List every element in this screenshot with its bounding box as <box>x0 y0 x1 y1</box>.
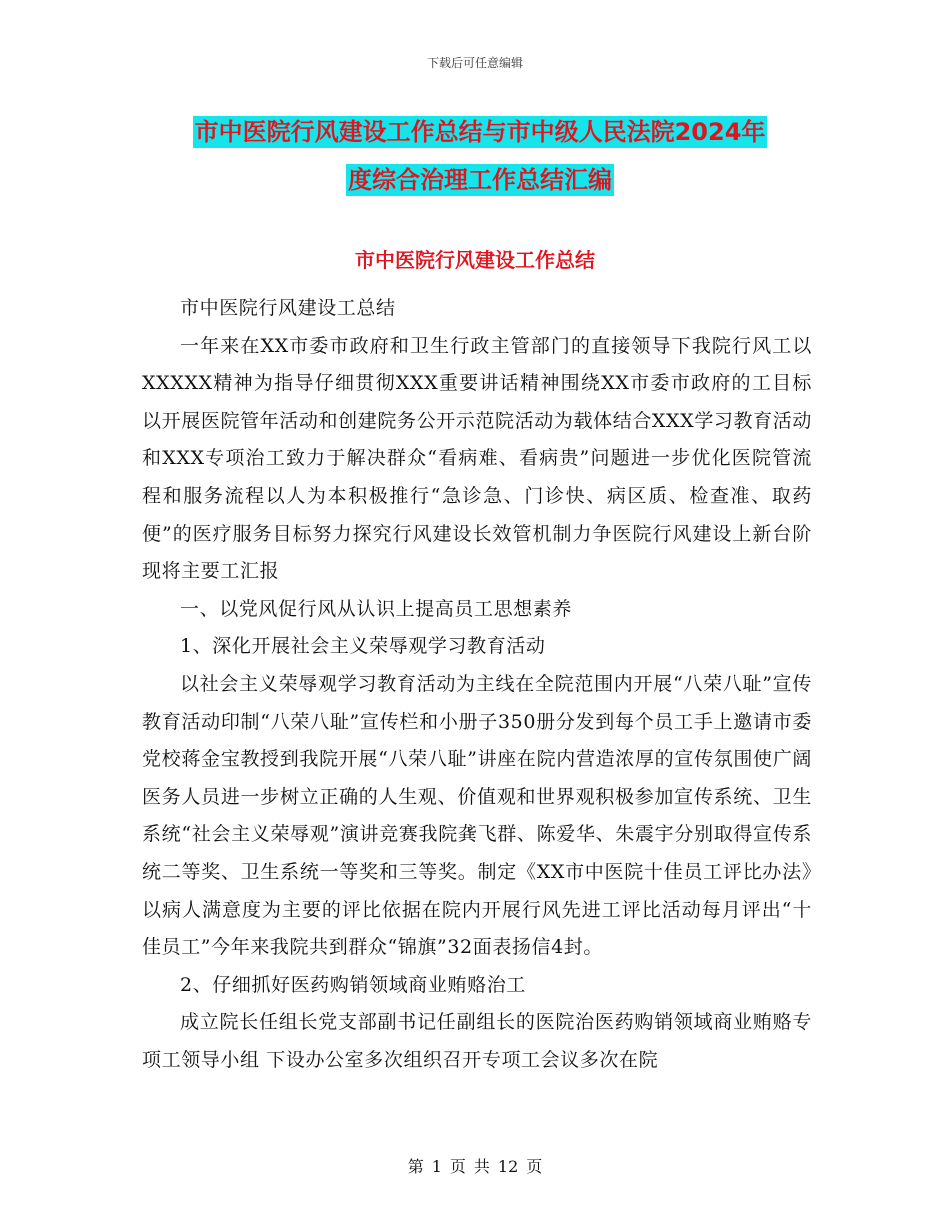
paragraph: 市中医院行风建设工总结 <box>180 297 396 319</box>
paragraph: 成立院长任组长党支部副书记任副组长的医院治医药购销领域商业贿赂专项工领导小组 下设办公室多次组织召开专项工会议多次在院 <box>142 1011 812 1071</box>
paragraph: 2、仔细抓好医药购销领域商业贿赂治工 <box>180 973 526 996</box>
document-body <box>142 290 812 1079</box>
document-title <box>140 108 820 204</box>
footer-total-prefix: 共 <box>473 1157 490 1176</box>
footer-prefix: 第 <box>407 1157 424 1176</box>
header-note: 下载后可任意编辑 <box>426 56 523 70</box>
page-footer <box>0 1154 950 1177</box>
footer-suffix: 页 <box>526 1157 543 1176</box>
section-title: 市中医院行风建设工作总结 <box>355 248 595 272</box>
paragraph: 一年来在XX市委市政府和卫生行政主管部门的直接领导下我院行风工以XXXXX精神为指导仔细贯彻XXX重要讲话精神围绕XX市委市政府的工目标以开展医院管年活动和创建院务公开示范院活动为载体结合XXX学习教育活动和XXX专项治工致力于解决群众“看病难、看病贵”问题进一步优化医院管流程和服务流程以人为本积极推行“急诊急、门诊快、病区质、检查准、取药便”的医疗服务目标努力探究行风建设长效管机制力争医院行风建设上新台阶现将主要工汇报 <box>142 334 812 583</box>
current-page-number: 1 <box>431 1157 442 1176</box>
paragraph: 一、以党风促行风从认识上提高员工思想素养 <box>180 597 573 620</box>
document-title-line-1: 市中医院行风建设工作总结与市中级人民法院2024年 <box>194 118 766 146</box>
document-title-line-2: 度综合治理工作总结汇编 <box>348 166 612 194</box>
total-page-count: 12 <box>497 1157 519 1176</box>
paragraph: 以社会主义荣辱观学习教育活动为主线在全院范围内开展“八荣八耻”宣传教育活动印制“八荣八耻”宣传栏和小册子350册分发到每个员工手上邀请市委党校蒋金宝教授到我院开展“八荣八耻”讲座在院内营造浓厚的宣传氛围使广阔医务人员进一步树立正确的人生观、价值观和世界观积极参加宣传系统、卫生系统“社会主义荣辱观”演讲竞赛我院龚飞群、陈爱华、朱震宇分别取得宣传系统二等奖、卫生系统一等奖和三等奖。制定《XX市中医院十佳员工评比办法》以病人满意度为主要的评比依据在院内开展行风先进工评比活动每月评出“十佳员工”今年来我院共到群众“锦旗”32面表扬信4封。 <box>142 672 812 959</box>
paragraph: 1、深化开展社会主义荣辱观学习教育活动 <box>180 635 546 658</box>
footer-middle: 页 <box>449 1157 466 1176</box>
